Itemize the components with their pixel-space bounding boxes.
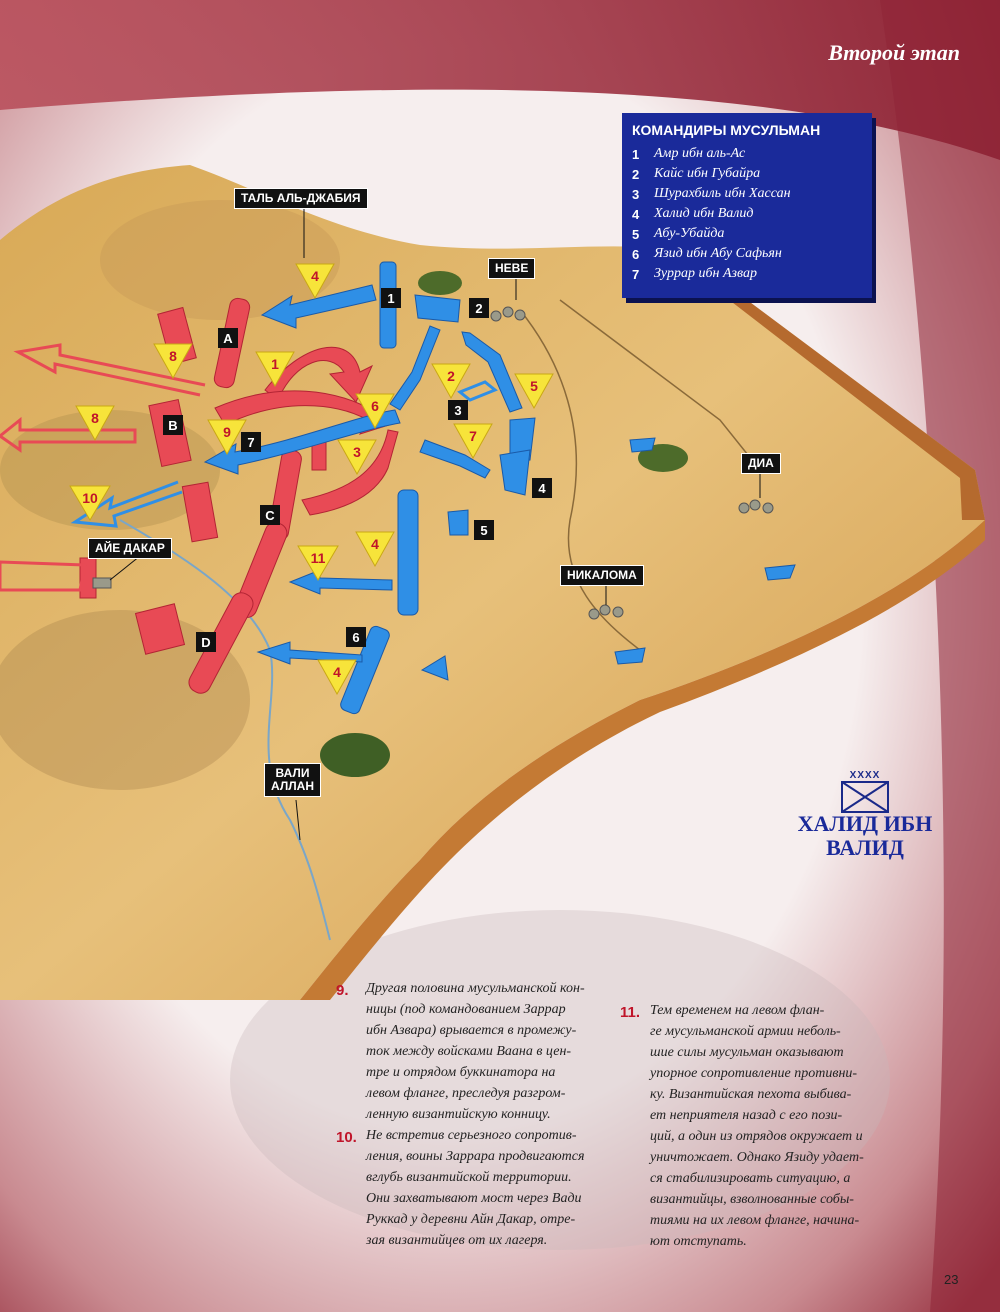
marker-label: 4 (333, 664, 341, 680)
muslim-unit-label: 1 (387, 291, 395, 306)
legend-number: 6 (632, 246, 640, 262)
marker-label: 9 (223, 424, 231, 440)
legend-commander: Кайс ибн Губайра (654, 166, 761, 181)
marker-label: 3 (353, 444, 361, 460)
place-label-tal: ТАЛЬ АЛЬ-ДЖАБИЯ (234, 188, 368, 209)
marker-label: 11 (310, 550, 326, 566)
section-title: Второй этап (828, 40, 960, 65)
legend-commander: Абу-Убайда (654, 226, 725, 241)
note-line: ку. Византийская пехота выбива- (650, 1087, 852, 1102)
muslim-unit-label: 5 (480, 523, 488, 538)
byzantine-unit-label: C (265, 508, 275, 523)
note-line: Руккад у деревни Айн Дакар, отре- (366, 1212, 576, 1227)
marker-label: 1 (271, 356, 279, 372)
note-line: ления, воины Заррара продвигаются (366, 1149, 585, 1164)
note-line: ницы (под командованием Заррар (366, 1002, 566, 1017)
legend-commander: Язид ибн Абу Сафьян (654, 246, 782, 261)
note-line: ленную византийскую конницу. (366, 1107, 551, 1122)
place-label-nikaloma: НИКАЛОМА (560, 565, 644, 586)
muslim-unit-label: 6 (352, 630, 360, 645)
note-line: упорное сопротивление противни- (650, 1066, 858, 1081)
muslim-unit-label: 7 (247, 435, 255, 450)
note-line: шие силы мусульман оказывают (650, 1045, 844, 1060)
note-line: ток между войсками Ваана в цен- (366, 1044, 572, 1059)
note-line: Они захватывают мост через Вади (366, 1191, 582, 1206)
note-line: ибн Азвара) врывается в промежу- (366, 1023, 577, 1038)
note-line: тре и отрядом буккинатора на (366, 1065, 556, 1080)
legend-number: 2 (632, 166, 640, 182)
marker-label: 4 (311, 268, 319, 284)
legend-item (622, 264, 872, 284)
place-label-line: АЛЛАН (271, 779, 314, 793)
infantry-symbol-icon (841, 781, 889, 813)
place-label-line: ВАЛИ (275, 766, 310, 780)
muslim-unit-label: 2 (475, 301, 483, 316)
note-9 (336, 978, 626, 1125)
note-number: 11. (620, 1004, 641, 1021)
place-label-vali-allan (264, 763, 321, 797)
note-line: ций, а один из отрядов окружает и (650, 1129, 863, 1144)
commanders-legend (622, 113, 872, 298)
legend-commander: Шурахбиль ибн Хассан (654, 186, 791, 201)
marker-label: 4 (371, 536, 379, 552)
legend-item (622, 224, 872, 244)
legend-number: 3 (632, 186, 640, 202)
legend-commander: Зуррар ибн Азвар (654, 266, 757, 281)
legend-commander: Амр ибн аль-Ас (654, 146, 746, 161)
legend-item (622, 184, 872, 204)
legend-item (622, 164, 872, 184)
note-line: византийцы, взволнованные собы- (650, 1192, 854, 1207)
note-11 (620, 1000, 890, 1252)
note-number: 10. (336, 1129, 357, 1146)
note-line: Тем временем на левом флан- (650, 1003, 825, 1018)
legend-number: 5 (632, 226, 640, 242)
note-line: ся стабилизировать ситуацию, а (650, 1171, 851, 1186)
legend-number: 1 (632, 146, 640, 162)
note-line: ют отступать. (650, 1234, 747, 1249)
legend-item (622, 204, 872, 224)
note-10 (336, 1125, 626, 1251)
marker-label: 2 (447, 368, 455, 384)
note-line: Другая половина мусульманской кон- (366, 981, 585, 996)
page-number: 23 (944, 1272, 959, 1287)
marker-label: 7 (469, 428, 477, 444)
legend-item (622, 144, 872, 164)
note-line: вглубь византийской территории. (366, 1170, 572, 1185)
marker-label: 8 (169, 348, 177, 364)
legend-title: КОМАНДИРЫ МУСУЛЬМАН (632, 122, 821, 138)
note-line: Не встретив серьезного сопротив- (366, 1128, 577, 1143)
muslim-unit-label: 3 (454, 403, 462, 418)
muslim-unit-label: 4 (538, 481, 546, 496)
marker-label: 10 (82, 490, 98, 506)
commander-name-line: ХАЛИД ИБН (797, 811, 933, 836)
legend-number: 4 (632, 206, 640, 222)
place-label-dia: ДИА (741, 453, 781, 474)
legend-number: 7 (632, 266, 640, 282)
echelon-mark: XXXX (849, 770, 881, 781)
legend-item (622, 244, 872, 264)
note-line: ге мусульманской армии неболь- (650, 1024, 841, 1039)
marker-label: 5 (530, 378, 538, 394)
place-label-neve: НЕВЕ (488, 258, 535, 279)
byzantine-unit-label: B (168, 418, 178, 433)
commander-name (770, 812, 960, 860)
note-line: уничтожает. Однако Язиду удает- (650, 1150, 864, 1165)
marker-label: 6 (371, 398, 379, 414)
place-label-aie-dakar: АЙЕ ДАКАР (88, 538, 172, 559)
note-line: зая византийцев от их лагеря. (366, 1233, 548, 1248)
marker-label: 8 (91, 410, 99, 426)
note-line: левом фланге, преследуя разгром- (366, 1086, 566, 1101)
commander-name-line: ВАЛИД (826, 835, 904, 860)
note-number: 9. (336, 982, 349, 999)
note-line: ет неприятеля назад с его пози- (650, 1108, 843, 1123)
byzantine-unit-label: A (223, 331, 233, 346)
legend-commander: Халид ибн Валид (654, 206, 754, 221)
byzantine-unit-label: D (201, 635, 211, 650)
note-line: тиями на их левом фланге, начина- (650, 1213, 860, 1228)
